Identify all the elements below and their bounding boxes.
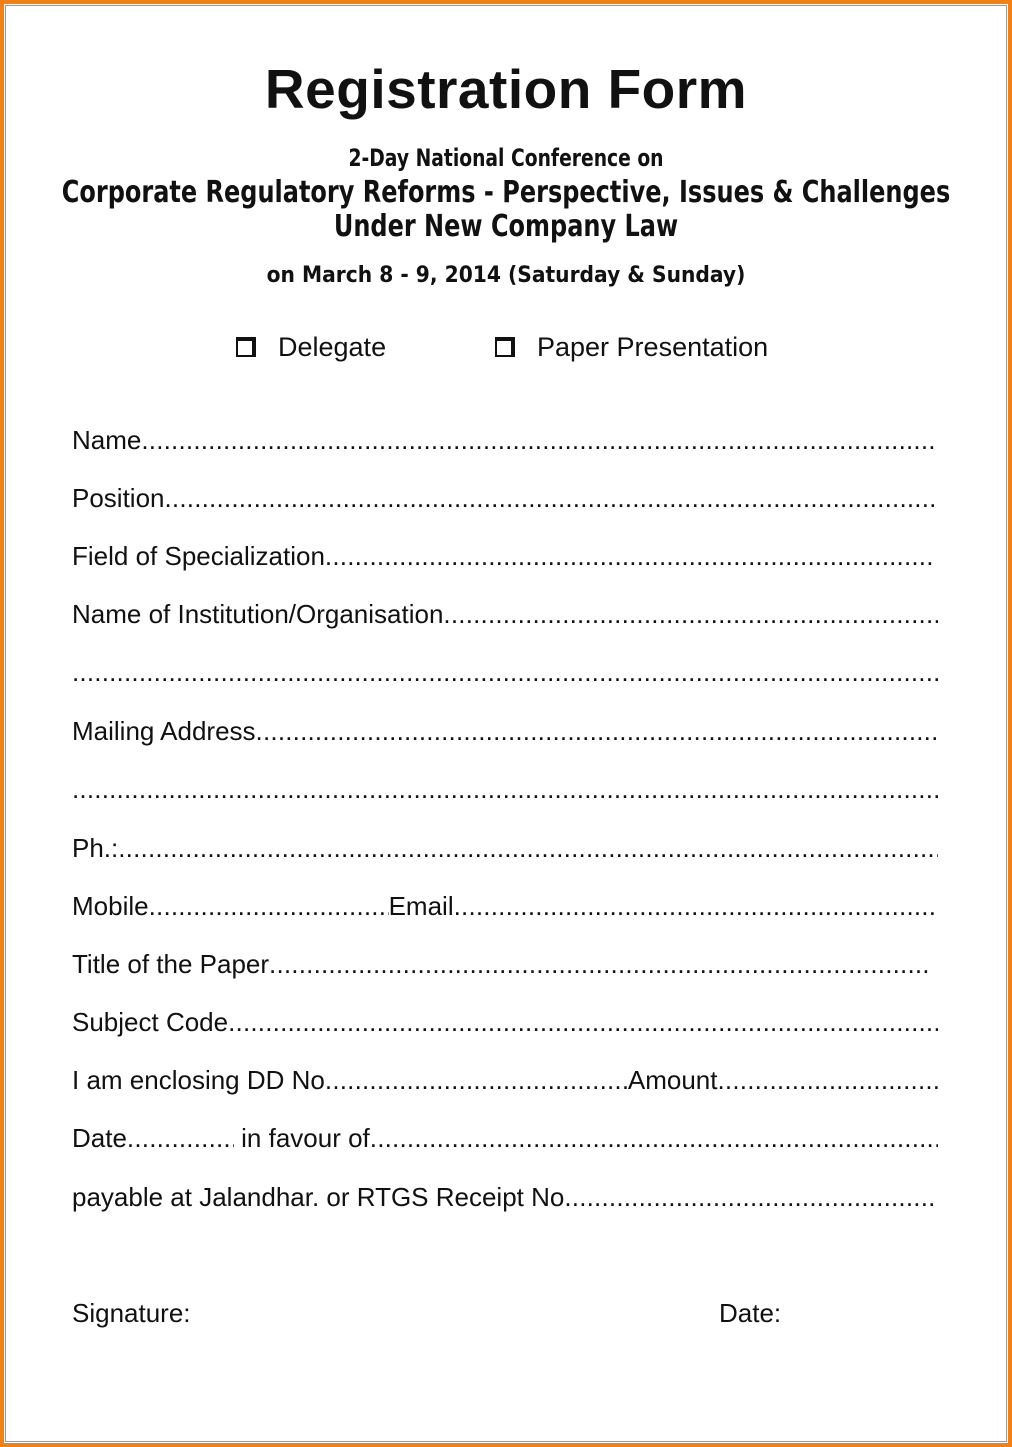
dd-dotted-line[interactable]	[325, 1064, 628, 1096]
phone-field[interactable]	[72, 832, 938, 864]
form-title: Registration Form	[264, 58, 748, 120]
footer-date-label: Date:	[719, 1298, 782, 1328]
conference-subtitle: Under New Company Law	[333, 209, 679, 244]
amount-label: Amount	[627, 1065, 718, 1095]
paper-presentation-label: Paper Presentation	[537, 332, 769, 362]
payable-field[interactable]	[72, 1181, 934, 1213]
field-label: payable at Jalandhar. or RTGS Receipt No	[72, 1182, 565, 1212]
date-label: Date	[72, 1123, 127, 1153]
email-label: Email	[388, 891, 454, 921]
signature-label: Signature:	[72, 1298, 191, 1328]
field-label: Ph.:	[72, 833, 119, 863]
dotted-line[interactable]	[72, 773, 938, 805]
dotted-line[interactable]	[118, 832, 938, 864]
field-label: Mailing Address	[72, 716, 256, 746]
dotted-line[interactable]	[443, 598, 938, 630]
name-field[interactable]	[72, 424, 938, 456]
dd-label: I am enclosing DD No	[72, 1065, 325, 1095]
mobile-dotted-line[interactable]	[149, 890, 389, 922]
field-label: Title of the Paper	[72, 949, 270, 979]
mailing-address-field[interactable]	[72, 715, 938, 747]
email-dotted-line[interactable]	[454, 890, 938, 922]
mobile-label: Mobile	[72, 891, 149, 921]
dotted-line[interactable]	[165, 482, 939, 514]
favour-dotted-line[interactable]	[370, 1122, 938, 1154]
position-field[interactable]	[72, 482, 938, 514]
amount-dotted-line[interactable]	[718, 1064, 939, 1096]
dotted-line[interactable]	[256, 715, 938, 747]
dotted-line[interactable]	[564, 1181, 934, 1213]
mobile-email-field[interactable]	[72, 890, 938, 922]
checkbox-icon[interactable]	[236, 337, 256, 357]
dotted-line[interactable]	[269, 948, 932, 980]
field-label: Name	[72, 425, 142, 455]
date-dotted-line[interactable]	[127, 1122, 234, 1154]
dotted-line[interactable]	[325, 540, 932, 572]
conference-title: Corporate Regulatory Reforms - Perspective, Issues & Challenges	[61, 175, 951, 210]
specialization-field[interactable]	[72, 540, 932, 572]
conference-date: on March 8 - 9, 2014 (Saturday & Sunday)	[266, 263, 746, 288]
dotted-line[interactable]	[141, 424, 938, 456]
field-label: Field of Specialization	[72, 541, 325, 571]
paper-title-field[interactable]	[72, 948, 932, 980]
paper-presentation-option[interactable]	[495, 330, 768, 364]
subject-code-field[interactable]	[72, 1006, 938, 1038]
delegate-option[interactable]	[236, 330, 386, 364]
field-label: Subject Code	[72, 1007, 229, 1037]
field-label: Position	[72, 483, 165, 513]
institution-field-continued[interactable]	[72, 656, 938, 688]
dd-amount-field[interactable]	[72, 1064, 938, 1096]
dotted-line[interactable]	[72, 656, 938, 688]
dotted-line[interactable]	[228, 1006, 938, 1038]
favour-label: in favour of	[233, 1123, 370, 1153]
checkbox-icon[interactable]	[495, 337, 515, 357]
mailing-address-continued[interactable]	[72, 773, 938, 805]
date-favour-field[interactable]	[72, 1122, 938, 1154]
institution-field[interactable]	[72, 598, 938, 630]
delegate-label: Delegate	[278, 332, 387, 362]
conference-intro: 2-Day National Conference on	[348, 144, 664, 172]
field-label: Name of Institution/Organisation	[72, 599, 444, 629]
